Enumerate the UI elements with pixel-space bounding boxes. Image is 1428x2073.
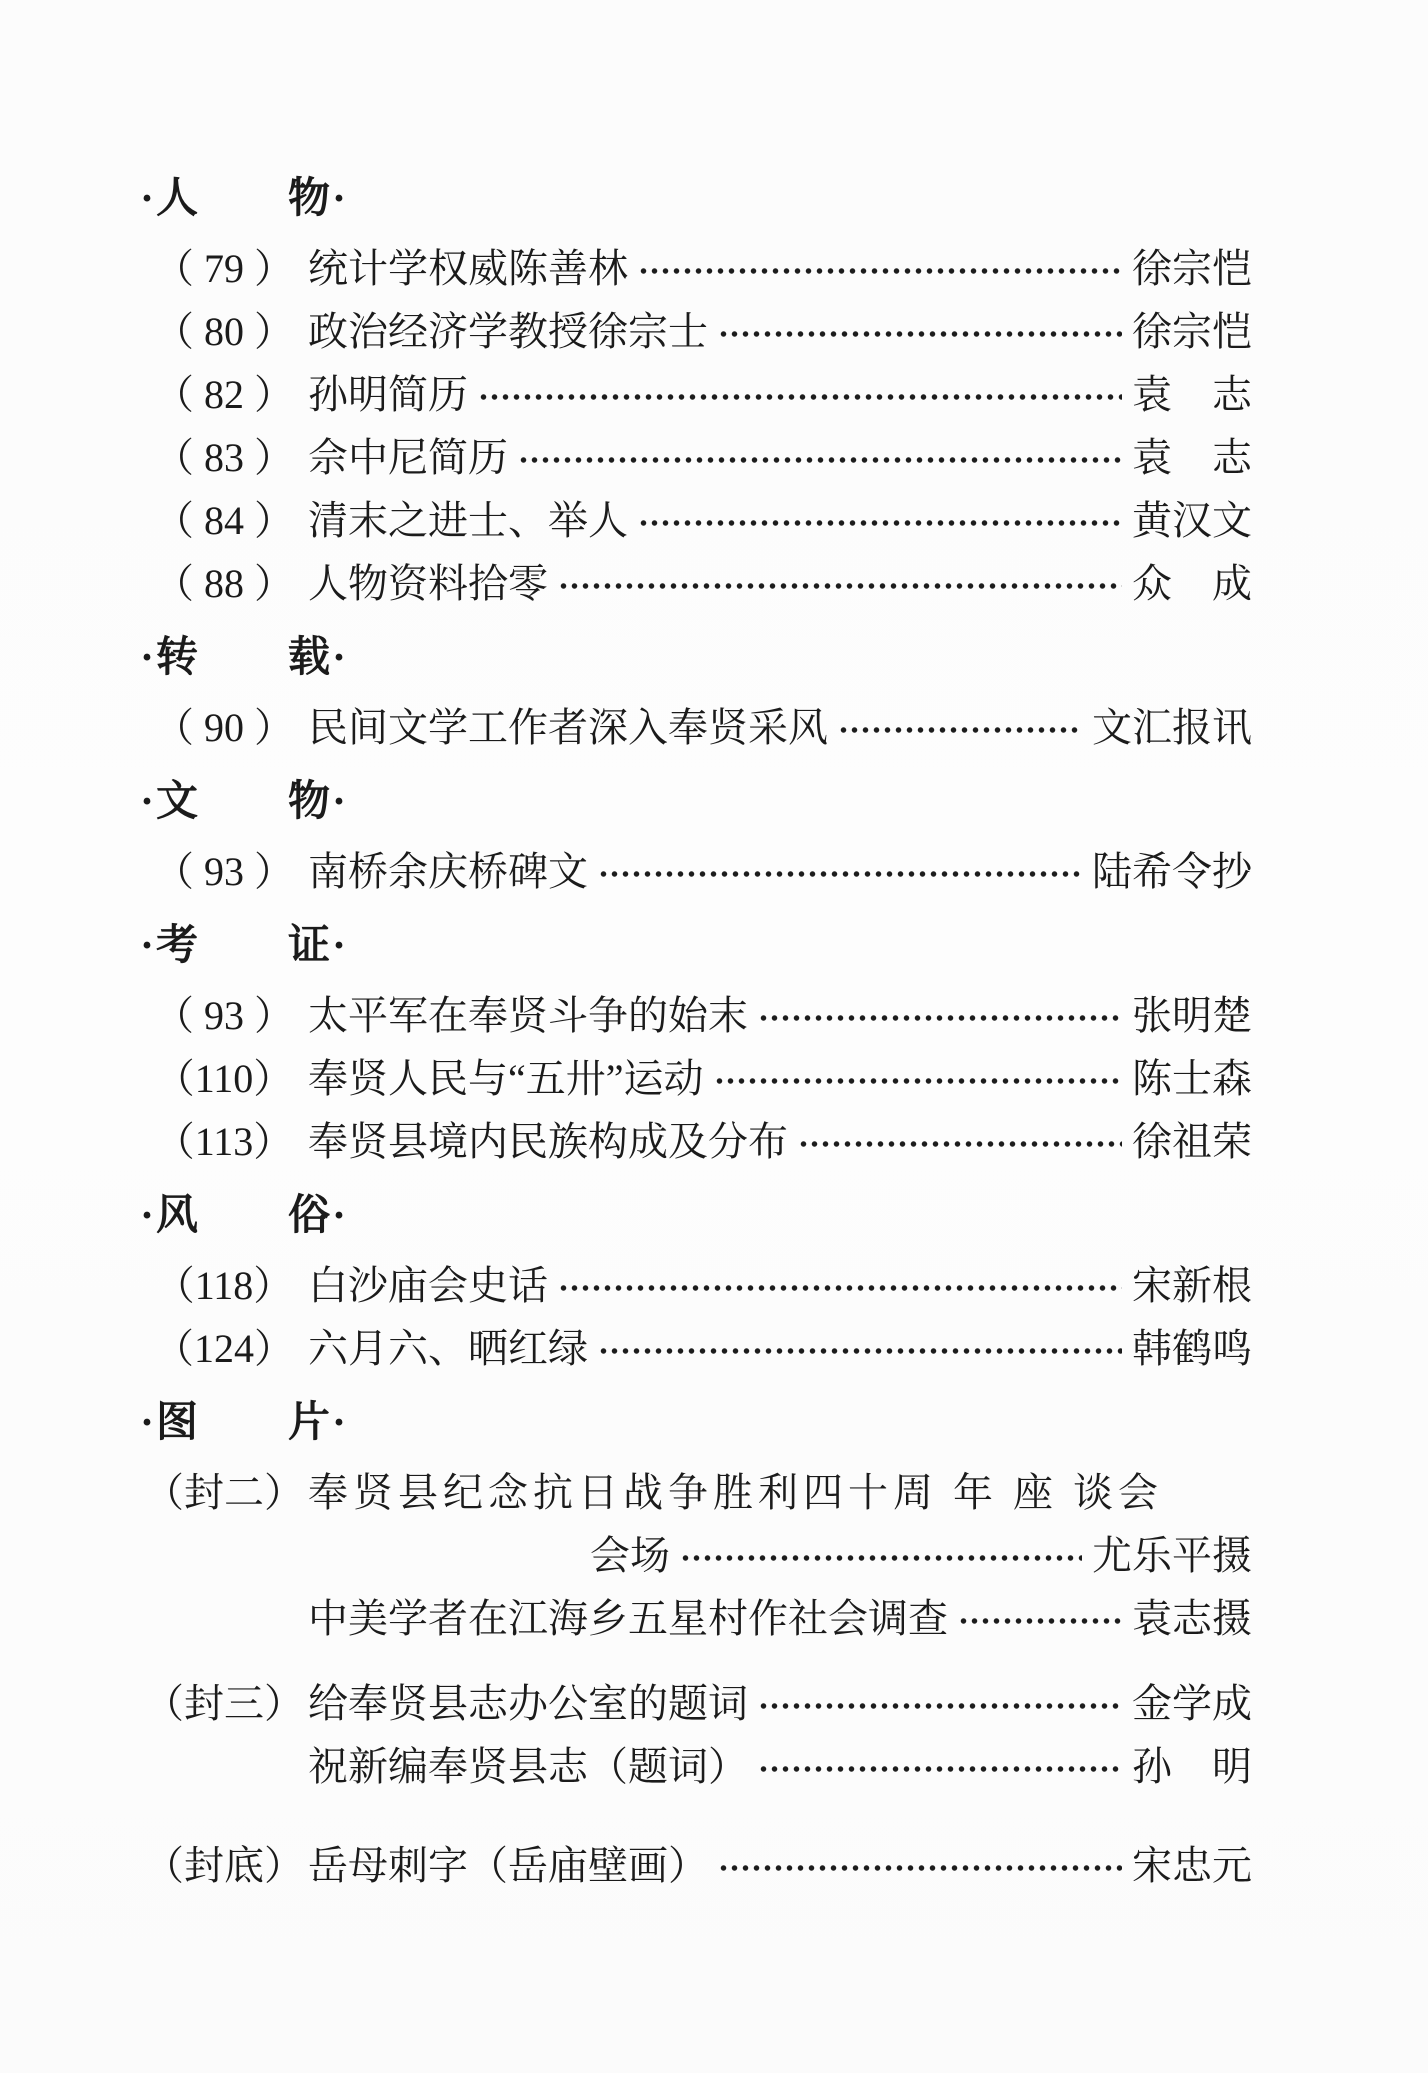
dot-leader — [478, 391, 1122, 403]
entry-author: 孙 明 — [1132, 1743, 1252, 1789]
entry-title: 奉贤县境内民族构成及分布 — [308, 1118, 788, 1164]
section-title: ·考 证· — [140, 923, 349, 970]
section-header-relics — [140, 771, 1252, 834]
entry-author: 徐祖荣 — [1132, 1118, 1252, 1164]
entry-title: 政治经济学教授徐宗士 — [308, 308, 708, 354]
section-title: ·风 俗· — [140, 1193, 349, 1240]
section-header-research — [140, 915, 1252, 978]
dot-leader — [798, 1138, 1122, 1150]
dot-leader — [758, 1700, 1122, 1712]
entry-author: 文汇报讯 — [1092, 704, 1252, 750]
section-header-reprints — [140, 627, 1252, 690]
entry-title: 民间文学工作者深入奉贤采风 — [308, 704, 828, 750]
toc-entry — [140, 363, 1252, 426]
entry-title: 佘中尼简历 — [308, 434, 508, 480]
entry-title: 白沙庙会史话 — [308, 1262, 548, 1308]
section-header-people — [140, 168, 1252, 231]
entry-page-number: （ 84 ） — [154, 497, 294, 543]
entry-title: 孙明简历 — [308, 371, 468, 417]
entry-title: 统计学权威陈善林 — [308, 245, 628, 291]
dot-leader — [638, 517, 1122, 529]
entry-author: 金学成 — [1132, 1680, 1252, 1726]
entry-page-number: （ 83 ） — [154, 434, 294, 480]
dot-leader — [680, 1552, 1082, 1564]
entry-author: 陈士森 — [1132, 1055, 1252, 1101]
dot-leader — [714, 1075, 1122, 1087]
section-header-customs — [140, 1185, 1252, 1248]
toc-entry — [140, 840, 1252, 903]
entry-author: 张明楚 — [1132, 992, 1252, 1038]
entry-author: 韩鹤鸣 — [1132, 1325, 1252, 1371]
dot-leader — [758, 1763, 1122, 1775]
entry-title: 给奉贤县志办公室的题词 — [308, 1680, 748, 1726]
entry-page-number: （ 79 ） — [154, 245, 294, 291]
toc-entry — [140, 1254, 1252, 1317]
dot-leader — [598, 868, 1082, 880]
entry-page-number: （110） — [154, 1055, 294, 1101]
entry-author: 陆希令抄 — [1092, 848, 1252, 894]
entry-author: 袁 志 — [1132, 371, 1252, 417]
entry-page-number: （113） — [154, 1118, 294, 1164]
entry-page-number: （封三） — [144, 1680, 304, 1726]
toc-entry — [140, 300, 1252, 363]
toc-entry-continuation — [140, 1735, 1252, 1798]
dot-leader — [558, 1282, 1122, 1294]
entry-title: 人物资料拾零 — [308, 560, 548, 606]
dot-leader — [598, 1345, 1122, 1357]
toc-entry — [140, 1834, 1252, 1897]
dot-leader — [958, 1615, 1122, 1627]
toc-entry — [140, 489, 1252, 552]
section-title: ·转 载· — [140, 635, 349, 682]
entry-author: 尤乐平摄 — [1092, 1532, 1252, 1578]
dot-leader — [838, 724, 1082, 736]
entry-title: 岳母刺字（岳庙壁画） — [308, 1842, 708, 1888]
entry-page-number: （ 80 ） — [154, 308, 294, 354]
entry-page-number: （封底） — [144, 1842, 304, 1888]
entry-page-number: （124） — [154, 1325, 294, 1371]
toc-entry — [140, 696, 1252, 759]
entry-page-number: （ 93 ） — [154, 992, 294, 1038]
entry-title: 南桥余庆桥碑文 — [308, 848, 588, 894]
section-header-pictures — [140, 1392, 1252, 1455]
section-title: ·图 片· — [140, 1400, 349, 1447]
toc-entry — [140, 237, 1252, 300]
entry-title: 六月六、晒红绿 — [308, 1325, 588, 1371]
dot-leader — [718, 1862, 1122, 1874]
dot-leader — [718, 328, 1122, 340]
entry-author: 宋忠元 — [1132, 1842, 1252, 1888]
dot-leader — [518, 454, 1122, 466]
toc-entry — [140, 1047, 1252, 1110]
toc-entry-continuation — [140, 1524, 1252, 1587]
entry-page-number: （ 93 ） — [154, 848, 294, 894]
entry-author: 黄汉文 — [1132, 497, 1252, 543]
entry-author: 宋新根 — [1132, 1262, 1252, 1308]
entry-page-number: （ 82 ） — [154, 371, 294, 417]
toc-entry — [140, 1110, 1252, 1173]
dot-leader — [758, 1012, 1122, 1024]
entry-title: 太平军在奉贤斗争的始末 — [308, 992, 748, 1038]
entry-author: 袁志摄 — [1132, 1595, 1252, 1641]
entry-author: 徐宗恺 — [1132, 308, 1252, 354]
toc-entry — [140, 1461, 1252, 1524]
section-title: ·文 物· — [140, 779, 349, 826]
table-of-contents — [140, 156, 1252, 1897]
toc-entry — [140, 1317, 1252, 1380]
entry-page-number: （封二） — [144, 1469, 304, 1515]
entry-title: 祝新编奉贤县志（题词） — [308, 1743, 748, 1789]
toc-entry — [140, 426, 1252, 489]
entry-title: 中美学者在江海乡五星村作社会调查 — [308, 1595, 948, 1641]
dot-leader — [638, 265, 1122, 277]
toc-entry — [140, 1672, 1252, 1735]
entry-title: 清末之进士、举人 — [308, 497, 628, 543]
toc-entry — [140, 552, 1252, 615]
entry-author: 众 成 — [1132, 560, 1252, 606]
entry-page-number: （118） — [154, 1262, 294, 1308]
entry-title: 会场 — [590, 1532, 670, 1578]
entry-page-number: （ 90 ） — [154, 704, 294, 750]
toc-entry — [140, 984, 1252, 1047]
entry-page-number: （ 88 ） — [154, 560, 294, 606]
entry-author: 徐宗恺 — [1132, 245, 1252, 291]
section-title: ·人 物· — [140, 176, 349, 223]
entry-title: 奉贤人民与“五卅”运动 — [308, 1055, 704, 1101]
dot-leader — [558, 580, 1122, 592]
toc-entry-continuation — [140, 1587, 1252, 1650]
entry-title: 奉贤县纪念抗日战争胜利四十周 年 座 谈会 — [308, 1469, 1163, 1515]
entry-author: 袁 志 — [1132, 434, 1252, 480]
